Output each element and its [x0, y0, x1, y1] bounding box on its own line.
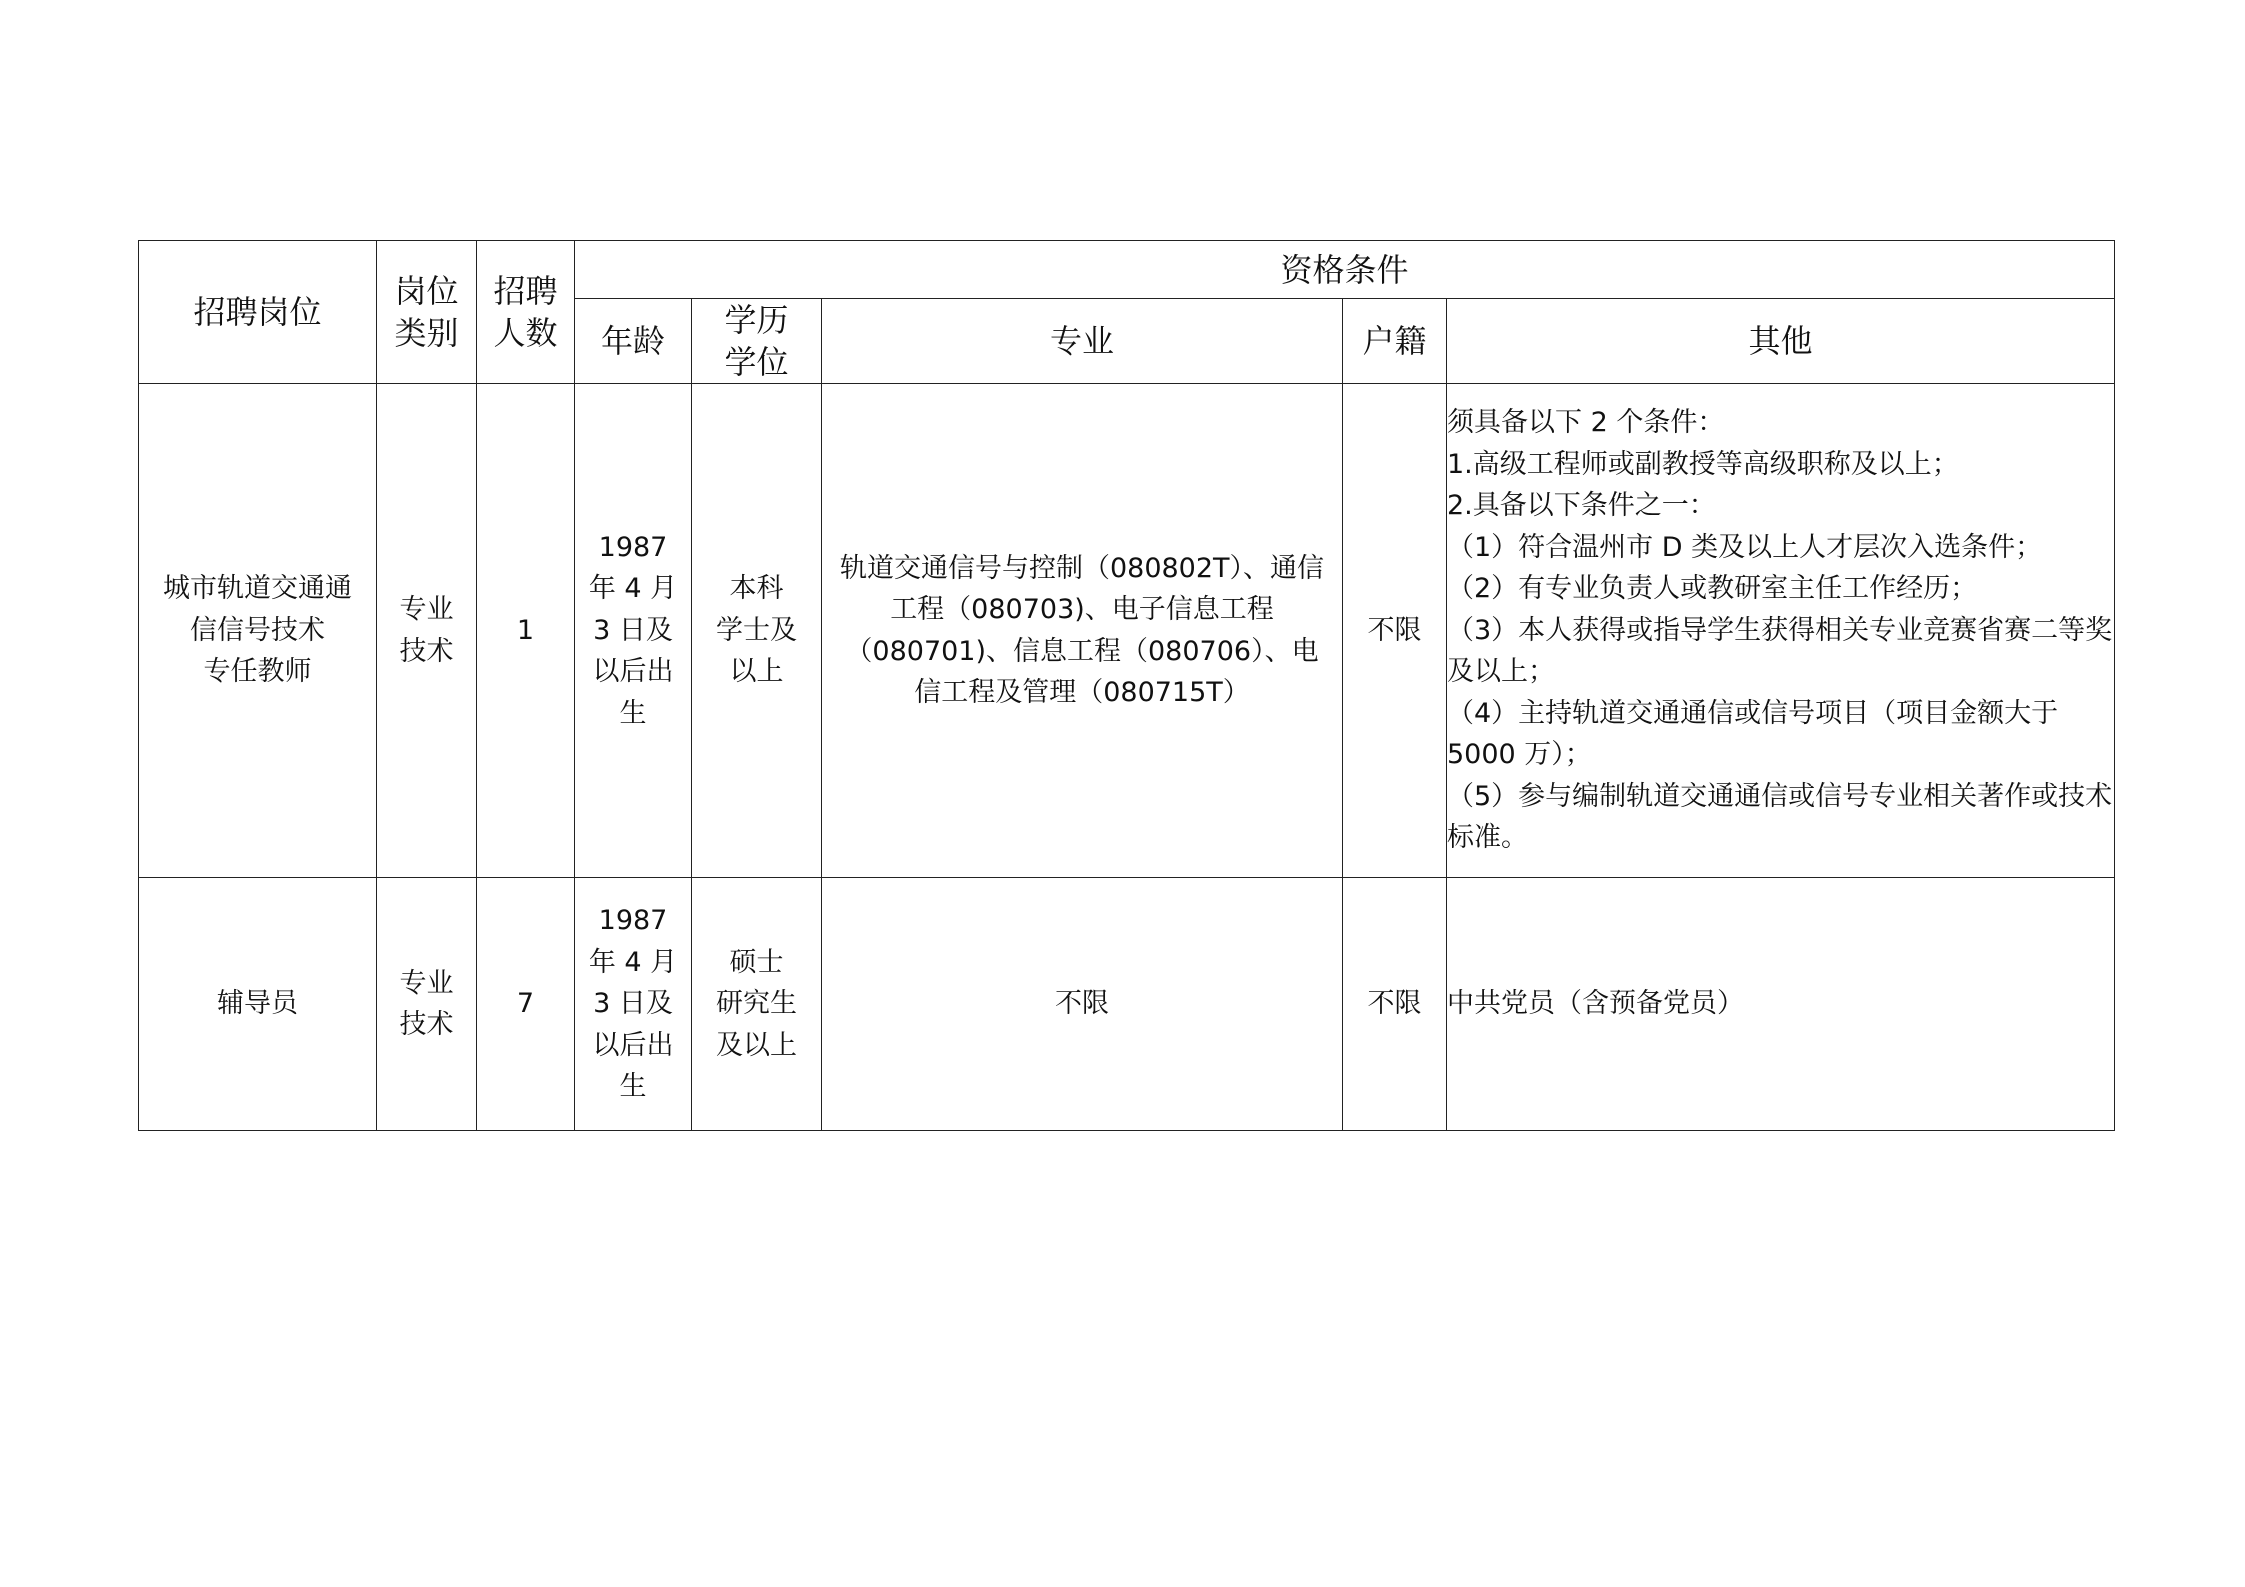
header-household: 户籍 — [1343, 299, 1447, 384]
header-count: 招聘 人数 — [477, 241, 575, 384]
cell-count: 1 — [477, 384, 575, 878]
cell-household: 不限 — [1343, 878, 1447, 1131]
cell-category: 专业 技术 — [377, 878, 477, 1131]
cell-other: 中共党员（含预备党员） — [1447, 878, 2115, 1131]
cell-other: 须具备以下 2 个条件： 1.高级工程师或副教授等高级职称及以上； 2.具备以下条件之一： （1）符合温州市 D 类及以上人才层次入选条件； （2）有专业负责人或教研室主任工作经历； （3）本人获得或指导学生获得相关专业竞赛省赛二等奖及以上； （4）主持轨道交通通信或信号项目（项目金额大于 5000 万）； （5）参与编制轨道交通通信或信号专业相关著作或技术标准。 — [1447, 384, 2115, 878]
table-row — [139, 878, 2115, 1131]
header-age: 年龄 — [575, 299, 692, 384]
cell-major: 不限 — [822, 878, 1343, 1131]
header-position: 招聘岗位 — [139, 241, 377, 384]
cell-age: 1987 年 4 月 3 日及 以后出 生 — [575, 384, 692, 878]
header-qualifications: 资格条件 — [575, 241, 2115, 299]
header-other: 其他 — [1447, 299, 2115, 384]
cell-category: 专业 技术 — [377, 384, 477, 878]
cell-age: 1987 年 4 月 3 日及 以后出 生 — [575, 878, 692, 1131]
cell-count: 7 — [477, 878, 575, 1131]
header-education: 学历 学位 — [692, 299, 822, 384]
cell-household: 不限 — [1343, 384, 1447, 878]
table-row — [139, 384, 2115, 878]
cell-major — [822, 384, 1343, 878]
cell-position: 辅导员 — [139, 878, 377, 1131]
cell-major-text: 轨道交通信号与控制（080802T）、通信工程（080703)、电子信息工程（080701)、信息工程（080706）、电信工程及管理（080715T） — [839, 552, 1325, 708]
recruitment-table — [138, 240, 2115, 1131]
cell-position: 城市轨道交通通 信信号技术 专任教师 — [139, 384, 377, 878]
cell-education: 硕士 研究生 及以上 — [692, 878, 822, 1131]
header-category: 岗位 类别 — [377, 241, 477, 384]
header-major: 专业 — [822, 299, 1343, 384]
cell-education: 本科 学士及 以上 — [692, 384, 822, 878]
